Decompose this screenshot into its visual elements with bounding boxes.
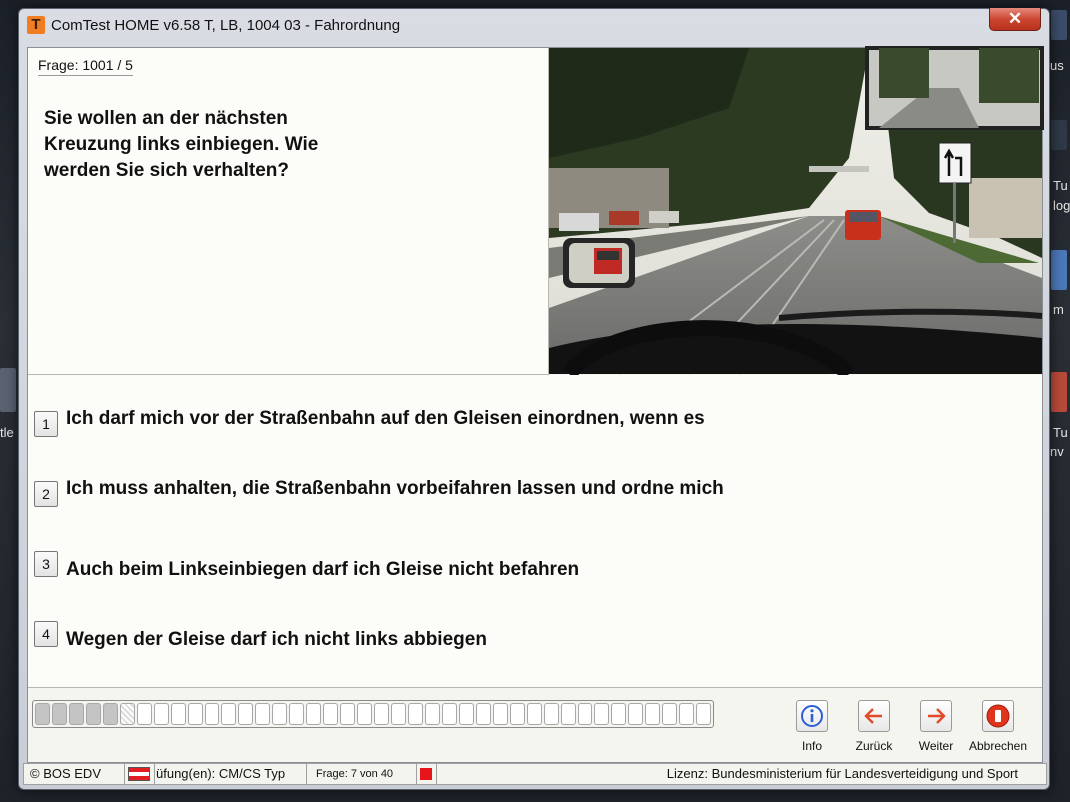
info-label: Info xyxy=(801,739,822,753)
progress-cell[interactable] xyxy=(357,703,372,725)
answer-text: Auch beim Linkseinbiegen darf ich Gleise nicht befahren xyxy=(66,559,580,580)
answer-text: Ich darf mich vor der Straßenbahn auf den Gleisen einordnen, wenn es xyxy=(66,408,705,429)
desktop-label-fragment: Tu xyxy=(1053,178,1068,193)
status-indicator-icon xyxy=(416,764,437,784)
desktop-label-fragment: m xyxy=(1053,302,1064,317)
question-progress-bar xyxy=(32,700,714,728)
progress-cell[interactable] xyxy=(442,703,457,725)
info-icon[interactable] xyxy=(796,700,828,732)
answer-text: Wegen der Gleise darf ich nicht links abbiegen xyxy=(66,629,487,650)
arrow-right-icon[interactable] xyxy=(920,700,952,732)
progress-cell[interactable] xyxy=(171,703,186,725)
progress-cell[interactable] xyxy=(679,703,694,725)
progress-cell[interactable] xyxy=(103,703,118,725)
progress-cell[interactable] xyxy=(696,703,711,725)
progress-cell[interactable] xyxy=(137,703,152,725)
progress-cell[interactable] xyxy=(238,703,253,725)
progress-cell[interactable] xyxy=(459,703,474,725)
info-button[interactable] xyxy=(782,700,842,760)
answer-number-button[interactable]: 3 xyxy=(34,551,58,577)
question-number-label: Frage: 1001 / 5 xyxy=(38,57,133,76)
client-area xyxy=(27,47,1043,763)
answer-row[interactable] xyxy=(34,551,1034,581)
progress-cell[interactable] xyxy=(289,703,304,725)
desktop-icon[interactable] xyxy=(1051,372,1067,412)
window-title: ComTest HOME v6.58 T, LB, 1004 03 - Fahrordnung xyxy=(51,17,401,34)
cancel-button[interactable] xyxy=(968,700,1028,760)
progress-cell[interactable] xyxy=(272,703,287,725)
desktop-icon[interactable] xyxy=(1051,250,1067,290)
progress-cell[interactable] xyxy=(120,703,135,725)
exam-type-label: üfung(en): CM/CS Typ xyxy=(156,764,307,784)
answer-row[interactable] xyxy=(34,408,1034,441)
desktop-label-fragment: us xyxy=(1050,58,1064,73)
answers-pane xyxy=(28,375,1042,688)
progress-cell[interactable] xyxy=(493,703,508,725)
progress-cell[interactable] xyxy=(35,703,50,725)
desktop-label-fragment: nv xyxy=(1050,444,1064,459)
progress-cell[interactable] xyxy=(154,703,169,725)
progress-cell[interactable] xyxy=(476,703,491,725)
progress-cell[interactable] xyxy=(188,703,203,725)
desktop-label-fragment: tle xyxy=(0,425,14,440)
progress-cell[interactable] xyxy=(628,703,643,725)
desktop-icon[interactable] xyxy=(1051,10,1067,40)
progress-cell[interactable] xyxy=(425,703,440,725)
desktop-icon[interactable] xyxy=(1051,120,1067,150)
progress-cell[interactable] xyxy=(578,703,593,725)
close-button[interactable]: ✕ xyxy=(989,8,1041,31)
progress-cell[interactable] xyxy=(510,703,525,725)
progress-cell[interactable] xyxy=(662,703,677,725)
progress-cell[interactable] xyxy=(374,703,389,725)
question-text: Sie wollen an der nächsten Kreuzung links einbiegen. Wie werden Sie sich verhalten? xyxy=(44,108,319,181)
progress-cell[interactable] xyxy=(255,703,270,725)
progress-cell[interactable] xyxy=(306,703,321,725)
austria-flag-icon xyxy=(124,764,155,784)
progress-cell[interactable] xyxy=(645,703,660,725)
cancel-label: Abbrechen xyxy=(968,739,1028,753)
title-bar[interactable] xyxy=(19,9,1049,41)
answer-row[interactable] xyxy=(34,478,1034,511)
back-button[interactable] xyxy=(844,700,904,760)
progress-cell[interactable] xyxy=(221,703,236,725)
answer-number-button[interactable]: 1 xyxy=(34,411,58,437)
progress-cell[interactable] xyxy=(323,703,338,725)
answer-row[interactable] xyxy=(34,621,1034,651)
progress-cell[interactable] xyxy=(205,703,220,725)
back-label: Zurück xyxy=(855,739,893,753)
desktop-label-fragment: Tu xyxy=(1053,425,1068,440)
answer-number-button[interactable]: 4 xyxy=(34,621,58,647)
progress-cell[interactable] xyxy=(544,703,559,725)
desktop-icon[interactable] xyxy=(0,368,16,412)
answer-text: Ich muss anhalten, die Straßenbahn vorbeifahren lassen und ordne mich xyxy=(66,478,724,499)
progress-cell[interactable] xyxy=(408,703,423,725)
company-label: © BOS EDV xyxy=(24,764,125,784)
progress-cell[interactable] xyxy=(527,703,542,725)
next-button[interactable] xyxy=(906,700,966,760)
progress-cell[interactable] xyxy=(340,703,355,725)
street-scene-image xyxy=(549,48,1042,374)
progress-cell[interactable] xyxy=(86,703,101,725)
main-window xyxy=(18,8,1050,790)
desktop-label-fragment: log xyxy=(1053,198,1070,213)
license-label: Lizenz: Bundesministerium für Landesverteidigung und Sport xyxy=(666,766,1018,781)
progress-cell[interactable] xyxy=(611,703,626,725)
app-icon[interactable]: T xyxy=(27,16,45,34)
answer-number-button[interactable]: 2 xyxy=(34,481,58,507)
stop-icon[interactable] xyxy=(982,700,1014,732)
progress-cell[interactable] xyxy=(52,703,67,725)
progress-cell[interactable] xyxy=(561,703,576,725)
question-pane xyxy=(28,48,549,375)
question-counter: Frage: 7 von 40 xyxy=(308,764,417,784)
question-photo xyxy=(549,48,1042,374)
progress-cell[interactable] xyxy=(594,703,609,725)
next-label: Weiter xyxy=(918,739,954,753)
arrow-left-icon[interactable] xyxy=(858,700,890,732)
progress-cell[interactable] xyxy=(69,703,84,725)
progress-cell[interactable] xyxy=(391,703,406,725)
status-bar xyxy=(23,763,1047,785)
